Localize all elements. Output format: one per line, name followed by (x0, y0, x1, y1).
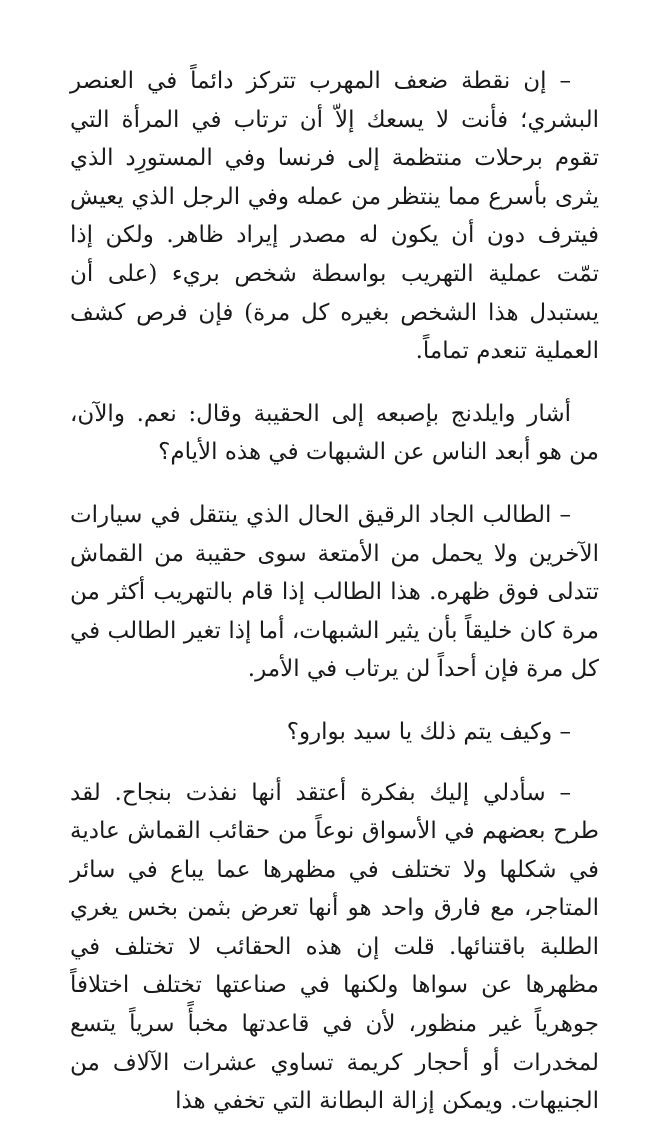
paragraph-how-question: – وكيف يتم ذلك يا سيد بوارو؟ (286, 718, 571, 745)
paragraph-smuggler-weakness: – إن نقطة ضعف المهرب تتركز دائماً في العنصر البشري؛ فأنت لا يسعك إلاّ أن ترتاب في المرأة التي تقوم برحلات منتظمة إلى فرنسا وفي المستورِد الذي يثرى بأسرع مما ينتظر من عمله وفي الرجل الذي يعيش فيترف دون أن يكون له مصدر إيراد ظاهر. ولكن إذا تمّت عملية التهريب بواسطة شخص بريء (على أن يستبدل هذا الشخص بغيره كل مرة) فإن فرص كشف العملية تنعدم تماماً. (70, 68, 599, 365)
paragraph-wilding-question: أشار وايلدنج بإصبعه إلى الحقيبة وقال: نعم. والآن، من هو أبعد الناس عن الشبهات في هذه الأيام؟ (70, 400, 599, 466)
paragraph-student-answer: – الطالب الجاد الرقيق الحال الذي ينتقل في سيارات الآخرين ولا يحمل من الأمتعة سوى حقيبة من القماش تتدلى فوق ظهره. هذا الطالب إذا قام بالتهريب أكثر من مرة كان خليقاً بأن يثير الشبهات، أما إذا تغير الطالب في كل مرة فإن أحداً لن يرتاب في الأمر. (70, 501, 599, 683)
book-page (70, 62, 600, 1115)
paragraph-bag-idea: – سأدلي إليك بفكرة أعتقد أنها نفذت بنجاح. لقد طرح بعضهم في الأسواق نوعاً من حقائب القماش عادية في شكلها ولا تختلف في مظهرها عما يباع في سائر المتاجر، مع فارق واحد هو أنها تعرض بثمن بخس يغري الطلبة باقتنائها. قلت إن هذه الحقائب لا تختلف في مظهرها عن سواها ولكنها في صناعتها تختلف اختلافاً جوهرياً غير منظور، لأن في قاعدتها مخبأً سرياً يتسع لمخدرات أو أحجار كريمة تساوي عشرات الآلاف من الجنيهات. ويمكن إزالة البطانة التي تخفي هذا (70, 779, 600, 1115)
